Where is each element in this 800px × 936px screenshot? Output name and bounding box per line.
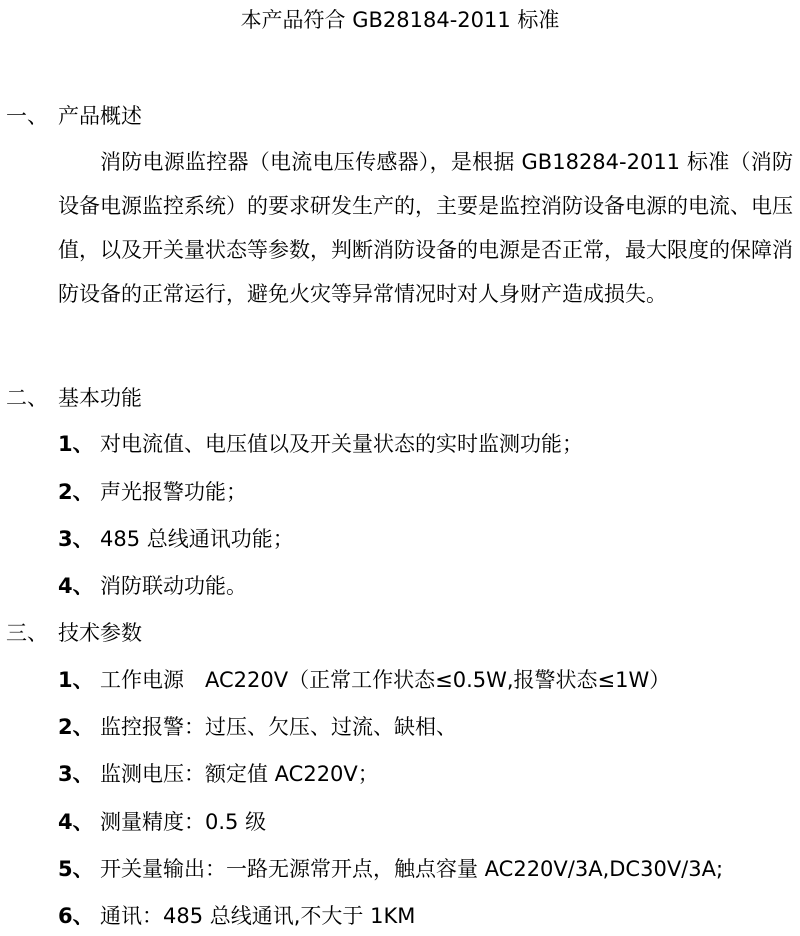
list-item-text: 监控报警：过压、欠压、过流、缺相、 xyxy=(100,715,457,739)
list-item xyxy=(58,523,793,555)
list-item-number: 2、 xyxy=(58,480,94,504)
list-item-text: 工作电源 AC220V（正常工作状态≤0.5W,报警状态≤1W） xyxy=(100,668,671,692)
list-item-number: 3、 xyxy=(58,527,94,551)
list-item-number: 1、 xyxy=(58,668,94,692)
list-item xyxy=(58,428,793,460)
document-title: 本产品符合 GB28184-2011 标准 xyxy=(240,8,560,32)
list-item-text: 对电流值、电压值以及开关量状态的实时监测功能； xyxy=(100,432,583,456)
list-item-text: 开关量输出：一路无源常开点，触点容量 AC220V/3A,DC30V/3A; xyxy=(100,857,724,881)
list-item-number: 5、 xyxy=(58,857,94,881)
list-item-number: 6、 xyxy=(58,904,94,928)
list-item xyxy=(58,900,793,932)
list-item-text: 测量精度：0.5 级 xyxy=(100,810,267,834)
list-item-text: 通讯：485 总线通讯,不大于 1KM xyxy=(100,904,416,928)
list-item-text: 监测电压：额定值 AC220V； xyxy=(100,762,379,786)
list-item xyxy=(58,806,793,838)
list-item xyxy=(58,476,793,508)
list-item-number: 2、 xyxy=(58,715,94,739)
list-item-text: 声光报警功能； xyxy=(100,480,247,504)
list-item xyxy=(58,853,793,885)
section-title: 产品概述 xyxy=(58,104,142,128)
list-item-number: 4、 xyxy=(58,810,94,834)
list-item-text: 消防联动功能。 xyxy=(100,574,247,598)
list-item-number: 1、 xyxy=(58,432,94,456)
section-number: 一、 xyxy=(6,104,48,128)
list-item-number: 4、 xyxy=(58,574,94,598)
list-item xyxy=(58,664,793,696)
list-item xyxy=(58,570,793,602)
section-title: 基本功能 xyxy=(58,386,142,410)
section-number: 三、 xyxy=(6,621,48,645)
section-title: 技术参数 xyxy=(58,621,142,645)
list-item xyxy=(58,711,793,743)
list-item-text: 485 总线通讯功能； xyxy=(100,527,294,551)
list-item xyxy=(58,758,793,790)
overview-paragraph: 消防电源监控器（电流电压传感器），是根据 GB18284-2011 标准（消防设备电源监控系统）的要求研发生产的，主要是监控消防设备电源的电流、电压值，以及开关量状态等参数，判断消防设备的电源是否正常，最大限度的保障消防设备的正常运行，避免火灾等异常情况时对人身财产造成损失。 xyxy=(58,150,793,306)
section-number: 二、 xyxy=(6,386,48,410)
list-item-number: 3、 xyxy=(58,762,94,786)
